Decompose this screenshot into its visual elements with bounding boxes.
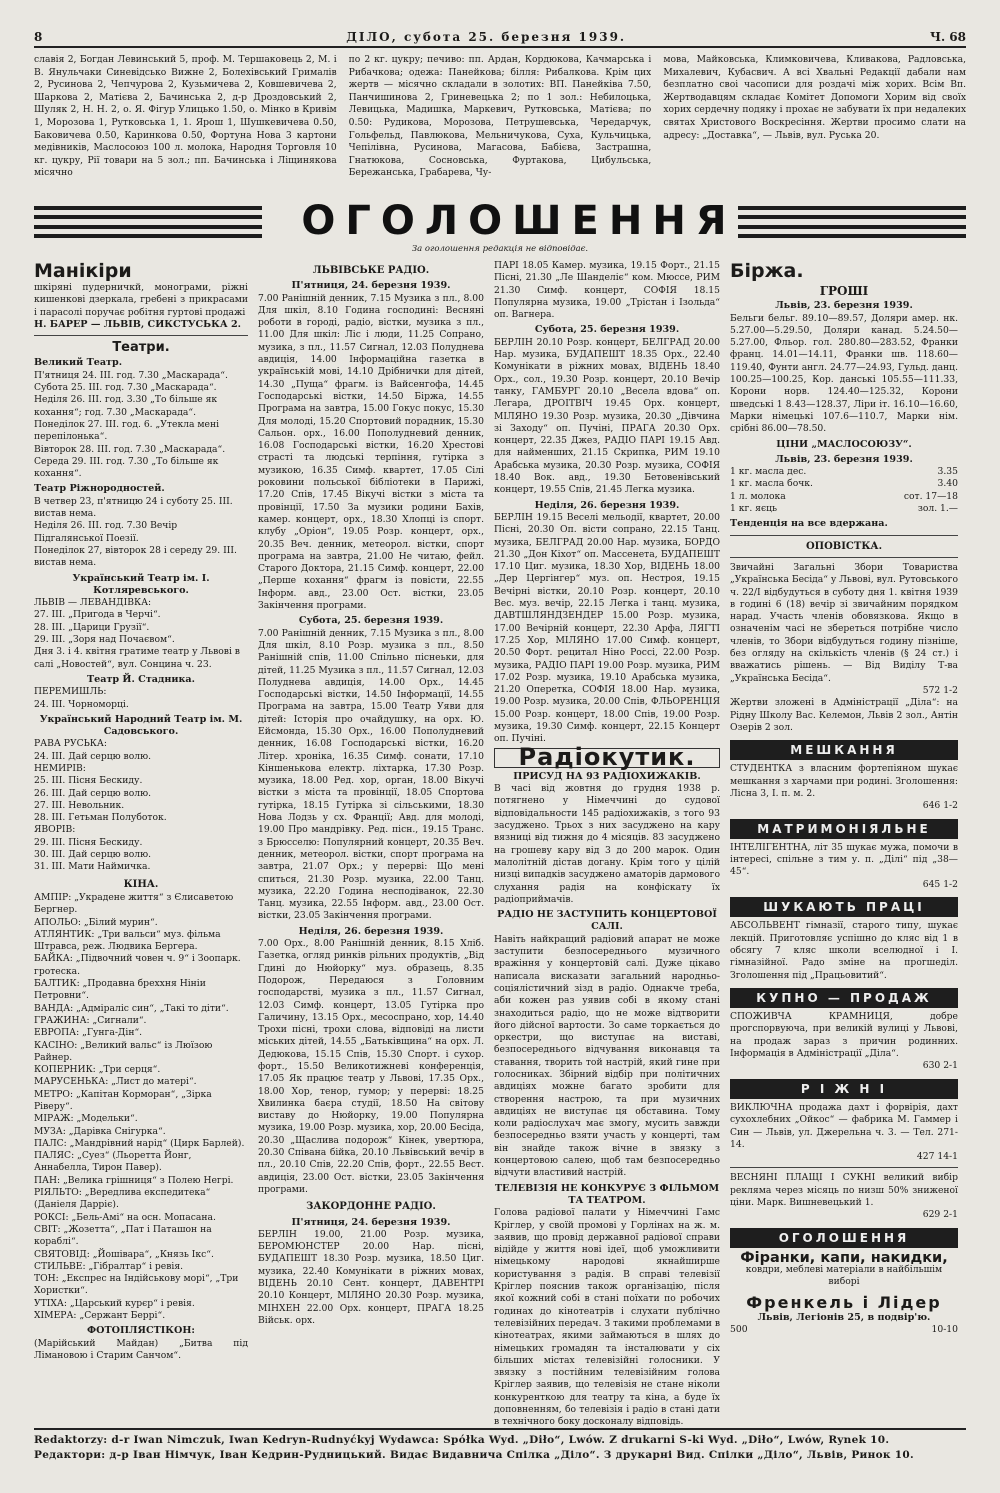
cinema-entry: ПАЛЯС: „Суез“ (Льоретта Йонг, Аннабелла, Тирон Павер). [34, 1150, 192, 1174]
cinema-entry: АТЛЯНТИК: „Три вальси“ муз. фільма Штравса, реж. Людвика Бергера. [34, 928, 221, 953]
cinema-entry: АПОЛЬО: „Білий мурин“. [34, 916, 158, 928]
cinema-entry: ВАНДА: „Адміраліс син“, „Такі то діти“. [34, 1002, 229, 1014]
ad-number: 500 [730, 1324, 748, 1336]
exchange-title: Біржа. [730, 260, 804, 282]
lviv-radio-title: ЛЬВІВСЬКЕ РАДІО. [312, 265, 430, 276]
classified-heading: КУПНО — ПРОДАЖ [730, 988, 958, 1008]
schedule-entry: Понеділок 27. ІІІ. год. 6. „Утекла мені перепілонька“. [34, 418, 220, 443]
theatre-schedule [34, 775, 248, 824]
theatre-name: Український Народний Театр ім. М. Садовського. [39, 713, 243, 738]
cinema-entry: ПАН: „Велика грішниця“ з Полею Негрі. [34, 1174, 234, 1186]
price-item: 1 кг. яєць [730, 503, 778, 515]
cinema-entry: УТІХА: „Царський курєр“ і ревія. [34, 1297, 195, 1309]
notice-text: Звичайні Загальні Збори Товариства „Українська Бесіда“ у Львові, вул. Рутовського ч. 22/І відбудуться в суботу дня 1. квітня 1939 в годині 6 (18) вечір зі звичайним порядком нарад. Участь членів обовязкова. Якщо в означенім часі не збереться потрібне число членів, то Збори відбудуться годину пізніше, без огляду на скількість членів (§ 24 ст.) і вважатись рішень. — Від Виділу Т-ва „Українська Бесіда“. [730, 561, 958, 684]
column-classifieds [730, 260, 958, 1429]
theatre-schedule [34, 837, 248, 874]
radio-program: 7.00 Ранішній денник, 7.15 Музика з пл., 8.00 Для шкіл, 8.10 Година господині: Весняні роботи в городі, радіо, вістки, музика з пл., 11.00 Для шкіл: Ліс і люди, 11.25 Сопрано, музика, з пл., 11.57 Сигнал, 12.03 Полуднева авдиція, 14.00 Інформаційна газетка в українській мові, 14.10 Дрібнички для дітей, 14.30 „Пуща“ фрагм. із Вайсенгофа, 14.45 Господарські вістки, 14.50 Біржа, 14.55 Програма на завтра, 15.00 Гокус покус, 15.30 Для молоді, 15.20 Спортовий порадник, 15.30 Сальон. орх., 16.00 Пополудневий денник, 16.08 Господарські вістки, 16.20 Хрестові страсті та людські терпіння, гутірка з музикою, 16.35 Симф. квартет, 17.05 Сілі роковини польської бібліотеки в Парижі, 17.20 Спів, 17.45 Вікучі вістки з міста та провінції, 17.50 За музики родини Бахів, камер. концерт, орх., 18.30 Хлопці із спорт. клубу „Оріон“, 19.05 Розр. концерт, орх., 20.35 Веч. денник, метеорол. вістки, спорт програма на завтра, 21.00 Не читаю, фейл. Старого Доктора, 21.15 Симф. концерт, 22.00 „Перше кохання“ фрагм із повісти, 22.55 Інформ. авд., 23.00 Ост. вістки, 23.05 Закінчення програми. [258, 292, 484, 612]
price-row [730, 491, 958, 503]
theatre-name: Театр Ріжнородностей. [34, 483, 165, 495]
cinema-entry: ЕВРОПА: „Гунга-Дін“. [34, 1027, 143, 1039]
cinema-entry: АМПІР: „Украдене життя“ з Єлисаветою Бергнер. [34, 891, 234, 916]
imprint-latin: Redaktorzy: d-r Iwan Nimczuk, Iwan Kedryn-Rudnyćkyj Wydawca: Spółka Wyd. „Diło“, Lwów. Z drukarni S-ki Wyd. „Diło“, Lwów, Rynek 10. [34, 1434, 890, 1446]
foreign-radio-title: ЗАКОРДОННЕ РАДІО. [306, 1201, 436, 1213]
fotoplasticon-title: ФОТОПЛЯСТІКОН: [87, 1325, 195, 1337]
imprint-cyrillic: Редактори: д-р Іван Німчук, Іван Кедрин-Рудницький. Видає Видавнича Спілка „Діло“. З друкарні Вид. Спілки „Діло“, Львів, Ринок 10. [34, 1449, 914, 1461]
radio-date: П'ятниця, 24. березня 1939. [291, 280, 451, 292]
banner-stripes-right [738, 206, 966, 238]
schedule-entry: 29. ІІІ. Пісня Бескиду. [34, 836, 143, 848]
ad-number: 10-10 [931, 1324, 958, 1336]
main-columns [34, 260, 966, 1429]
classified-number: 645 1-2 [922, 878, 958, 890]
radio-program: БЕРЛІН 19.00, 21.00 Розр. музика, БЕРОМЮНСТЕР 20.00 Нар. пісні, БУДАПЕШТ 18.30 Розр. музика, 18.50 Циг. музика, 22.40 Комунікати в ріжних мовах, ВІДЕНЬ 20.10 Сент. концерт, ДАВЕНТРІ 20.10 Концерт, МІЛЯНО 20.30 Розр. музика, МІНХЕН 22.00 Орх. концерт, ПРАГА 18.25 Військ. орх. [258, 1228, 484, 1326]
cinema-entry: СТИЛЬВЕ: „Гібралтар“ і ревія. [34, 1260, 184, 1272]
article-text: Голова радіової палати у Німеччині Гамс Кріглер, у своїй промові у Горлінах на ж. м. заявив, що провід державної радіової справи відійде у життя нові ідеї, щоб уможливити німецькому народові якнайширше користування з радія. В справі телевізії Кріглер пояснив також організацію, після якої кожний собі в стані поїхати по робочих годинах до кінотеатрів і слухати публічно телевізійних передач. З такими проблемами в кінотеатрах, якими займаються в шлях до німецьких громадян та інсталювати у сіх більших містах телевізійні голосники. У звязку з постійним телевізійним голова Кріглер заявив, що телевізія не стане ніколи конкуренткою для театру та кіна, а буде їх доповненням, бо телевізія і радіо в стані дати в технічного боку досконалу відповідь. [494, 1207, 720, 1428]
cinema-entry: КОПЕРНИК: „Три серця“. [34, 1064, 161, 1076]
price-row [730, 503, 958, 515]
cinema-entry: СВЯТОВІД: „Йошівара“, „Князь Ікс“. [34, 1248, 214, 1260]
schedule-entry: Середа 29. ІІІ. год. 7.30 „То більше як кохання“. [34, 455, 219, 480]
classified-heading: МАТРИМОНІЯЛЬНЕ [730, 819, 958, 839]
schedule-entry: Субота 25. ІІІ. год. 7.30 „Маскарада“. [34, 382, 217, 394]
cinema-entry: БАЙКА: „Підвочний човен ч. 9“ і Зоопарк. гротеска. [34, 953, 241, 977]
currency-rates: Бельги бельг. 89.10—89.57, Доляри амер. нк. 5.27.00—5.29.50, Доляри канад. 5.24.50—5.27.00, Фльор. гол. 280.80—283.52, Франки франц. 14.01—14.11, Франки шв. 118.60—119.40, Фунти англ. 24.77—24.93, Гульд. данц. 100.25—100.25, Кор. данські 105.55—111.33, Корони норв. 124.40—125.32, Корони шведські 1 8.43—128.37, Ліри іт. 16.10—16.60, Марки німецькі 107.6—110.7, Марки нім. срібні 86.00—78.50. [730, 312, 958, 435]
classified-number: 629 2-1 [922, 1209, 958, 1221]
price-item: 1 кг. масла дес. [730, 466, 807, 478]
schedule-entry: Неділя 26. ІІІ. год. 3.30 „То більше як кохання“; год. 7.30 „Маскарада“. [34, 394, 218, 418]
article-headline: ТЕЛЕВІЗІЯ НЕ КОНКУРУЄ З ФІЛЬМОМ ТА ТЕАТРОМ. [494, 1182, 720, 1206]
notice-title: ОПОВІСТКА. [805, 540, 883, 552]
theatre-schedule [34, 496, 248, 570]
article-text: Навіть найкращий радіовий апарат не може заступити безпосереднього музичного вражіння у концертовій салі. Дуже цікаво написала висказати загальний народньо-соціялістичний зізд в радіо. Однакче треба, аби кожен раз уявив собі в якому стані знаходиться радіо, що не може відтворити його дійсної вартости. Зо саме торкається до оркестри, що виступає на виставі, безпосереднього відчування виконавця та ставання, творить той настрій, який гине при голосниках. Збірний відбір при політичних авдиціях можне багато зробити для створення настрою, та при музичних авдиціях не виступає ця обставина. Тому коли радіослухач має змогу, мусить завжди безпосередньо взяти участь у концерті, там він знайде також вічне в звязку з концертовою салею, щоб там безпосередньо відчути властивий настрій. [494, 933, 720, 1179]
curtains-ad-subtitle: ковдри, меблеві матеріали в найбільшім виборі [745, 1264, 943, 1288]
schedule-entry: 31. ІІІ. Мати Наймичка. [34, 861, 151, 873]
cinema-entry: ТОН: „Експрес на Індійськову морі“, „Три Хористки“. [34, 1273, 239, 1297]
column-theatres [34, 260, 248, 1429]
theatre-schedule [34, 699, 248, 711]
cinema-entry: РОКСІ: „Бель-Амі“ на осн. Мопасана. [34, 1211, 216, 1223]
cinema-entry: МІРАЖ: „Модельки“. [34, 1113, 138, 1125]
schedule-entry: Неділя 26. ІІІ. год. 7.30 Вечір Підгалянської Поезії. [34, 520, 178, 544]
theatre-schedule [34, 609, 248, 670]
price-value: зол. 1.— [917, 503, 958, 515]
schedule-entry: 27. ІІІ. „Пригода в Черчі“. [34, 609, 161, 621]
manicure-ad-text: шкіряні пудерничкй, монограми, ріжні кишенкові дзеркала, гребені з прикрасами і парасолі поручає робітня гуртові продажі [34, 282, 248, 318]
theatres-title: Театри. [112, 340, 170, 356]
theatre-city: РАВА РУСЬКА: [34, 738, 107, 750]
price-item: 1 кг. масла бочк. [730, 478, 813, 490]
radio-program: БЕРЛІН 19.15 Веселі мельодії, квартет, 20.00 Пісні, 20.30 Оп. вісти сопрано, 22.15 Танц. музика, БЕЛГРАД 20.00 Нар. музика, БОРДО 21.30 „Дон Кіхот“ оп. Массенета, БУДАПЕШТ 17.10 Циг. музика, 18.30 Хор, ВІДЕНЬ 18.00 „Дер Цергінгер“ муз. оп. Нестроя, 19.15 Вечірні вістки, 20.10 Розр. концерт, 20.10 Вес. муз. вечір, 22.15 Легка і танц. музика, ДАВТШЛЯНДЗЕНДЕР 15.00 Розр. музика, 17.00 Вечірній концерт, 22.30 Арфа, ЛЯГТІ 17.25 Хор, МІЛЯНО 17.00 Симф. концерт, 20.50 Форт. рецитал Ніно Россі, 22.00 Розр. музика, РАДІО ПАРІ 19.00 Розр. музика, РИМ 17.02 Розр. музика, 19.10 Арабська музика, 21.20 Оперетка, СОФІЯ 18.00 Нар. музика, 19.00 Розр. музика, 20.00 Спів, ФЛЬОРЕНЦІЯ 15.00 Розр. концерт, 18.00 Спів, 19.00 Розр. музика, 19.30 Симф. концерт, 22.15 Концерт оп. Пучіні. [494, 511, 720, 745]
price-value: сот. 17—18 [903, 490, 958, 502]
price-value: 3.35 [937, 466, 958, 478]
classified-number: 646 1-2 [922, 800, 958, 812]
radio-program: 7.00 Ранішній денник, 7.15 Музика з пл., 8.00 Для шкіл, 8.10 Розр. музика з пл., 8.50 Ранішній спів, 11.00 Спільно піснеьки, для дітей, 11.25 Музика з пл., 11.57 Сигнал, 12.03 Полуднева авдиція, 14.00 Орх., 14.45 Господарські вістки, 14.50 Інформації, 14.55 Програма на завтра, 15.00 Театр Уяви для дітей: Історія про очайдушку, на орх. Ю. Ейсмонда, 15.30 Орх., 16.00 Пополудневий денник, 16.08 Господарські вістки, 16.20 Літер. хроніка, 16.35 Симф. сонати, 17.10 Кіншенькова електр. ліхтарка, 17.30 Розр. музика, 18.00 Ред. хор, орган, 18.00 Вікучі вістки з міста та провінції, 18.05 Спортова гутірка, 18.15 Гутірка зі сільськими, 18.30 Нова Лодзь у сх. Франції; Авд. для молоді, 19.00 Про мандрівку. Ред. пісн., 19.15 Транс. з Брюсселю: Популярний концерт, 20.35 Веч. денник, метеорол. вістки, спорт програма на завтра, 21.07 Орх.; у перерві: Що мені спиться, 21.30 Розр. музика, 22.00 Танц. музика, 22.20 Година несподіванок, 22.30 Танц. музика, 22.55 Інформ. авд., 23.00 Ост. вістки, 23.05 Закінчення програми. [258, 627, 484, 922]
cinema-entry: ПАЛС: „Мандрівний нарід“ (Цирк Барлей). [34, 1137, 245, 1149]
price-row [730, 478, 958, 490]
donations-column-3: мова, Майковська, Климковичева, Кливакова, Радловська, Михалевич, Кубасвич. А всі Хвальні Редакції дабали нам безплатно своі часописи для роздачі між хорих. Всім Вп. Жертводавцям складає Комітет Допомоги Хорим від своїх хорих сердечну подяку і прохає не забувати їх при недалеких святах Христового Воскресіння. Жертви просимо слати на адресу: „Доставка“, — Львів, вул. Руська 20. [663, 54, 966, 141]
radio-date: П'ятниця, 24. березня 1939. [291, 1216, 451, 1228]
column-foreign-radio [494, 260, 720, 1429]
schedule-entry: В четвер 23, п'ятницю 24 і суботу 25. ІІІ. вистав нема. [34, 495, 233, 520]
radio-date: Неділя, 26. березня 1939. [534, 499, 680, 511]
schedule-entry: 25. ІІІ. Пісня Бескиду. [34, 775, 143, 787]
schedule-entry: 24. ІІІ. Дай серцю волю. [34, 750, 152, 762]
classified-text: СПОЖИВЧА КРАМНИЦЯ, добре прогспорвуюча, при великій вулиці у Львові, на продаж зараз з причин родинних. Інформація в Адміністрації „Діла“. [730, 1011, 958, 1060]
cinema-entry: БАЛТИК: „Продавна бреххня Нініи Петровни“. [34, 978, 206, 1002]
manicure-ad-title: Манікіри [34, 260, 132, 282]
donations-column-2: по 2 кг. цукру; печиво: пп. Ардан, Кордюкова, Качмарська і Рибачкова; одежа: Панейкова; білля: Рибалкова. Крім цих жертв — місячно складали в золотих: ВП. Панейківа 7.50, Панчишинова 2, Гриневецька 2; по 1 зол.: Небилоцька, Левицька, Мадишка, Маркевич, Рутковська, Матієва; по 0.50: Рудикова, Морозова, Петрушевська, Чередарчук, Гольфельд, Павлюкова, Мельничукова, Суха, Кульчицька, Чепілівна, Русинова, Магасова, Бабієва, Застрашна, Гнатюкова, Сосновська, Фуртакова, Цибульська, Бережанська, Грабарева, Чу- [348, 54, 652, 179]
price-value: 3.40 [937, 478, 958, 490]
cinemas-title: КІНА. [123, 878, 159, 890]
page-header [34, 26, 966, 48]
theatre-city: ЯВОРІВ: [34, 824, 76, 836]
cinema-list [34, 892, 248, 1322]
classified-heading: МЕШКАННЯ [730, 740, 958, 760]
article-text: В часі від жовтня до грудня 1938 р. потягнено у Німеччині до судової відповідальности 145 радіохижаків, з того 93 засуджено. Трьох з них засуджено на кару вязниці від тижня до 4 місяців. 83 засуджено на грошеву кару від 3 до 200 марок. Один малолітній дістав догану. Крім того у цілій низці випадків засуджено аматорів дармового слухання радія на конфіскату їх радіоприймачів. [494, 783, 720, 905]
theatre-schedule [34, 751, 248, 763]
price-row [730, 466, 958, 478]
price-item: 1 л. молока [730, 490, 786, 502]
column-lviv-radio [258, 260, 484, 1429]
page-number: 8 [34, 30, 43, 44]
donations-note: Жертви зложені в Адміністрації „Діла“: на Рідну Школу Вас. Келемон, Львів 2 зол., Антін Озерів 2 зол. [730, 697, 958, 733]
radio-date: Субота, 25. березня 1939. [534, 324, 680, 336]
theatre-name: Український Театр ім. І. Котляревського. [72, 572, 210, 596]
ads-banner [34, 194, 966, 258]
classified-text: ВЕСНЯНІ ПЛАЩІ І СУКНІ великий вибір рекляма через місяць по низш 50% зниженої ціни. Марк. Вишневецький 1. [730, 1172, 958, 1208]
radio-program: 7.00 Орх., 8.00 Ранішній денник, 8.15 Хліб. Газетка, огляд ринків рільних продуктів, „Від Гдині до Нюйорку“ муз. образець, 8.35 Подорож, Передаюся з Головним господарстві, музика з пл., 11.57 Сигнал, 12.03 Симф. концерт, 13.05 Гутірка про Галичину, 13.15 Орх., месоспрано, хор, 14.40 Трохи пісні, трохи слова, відповіді на листи міських дітей, 14.55 „Батьківщина“ на орх. Л. Дедюкова, 15.15 Спів, 15.30 Спорт. і сухор. форт., 15.50 Великотижневі конференція, 17.05 Як працює театр у Львові, 17.35 Орх., 18.00 Хор, тенор, гумор; у перерві: 18.25 Хвилинка баєра студії, 18.50 На світову виставу до Нюйорку, 19.00 Популярна музика, 19.00 Розр. музика, хор, 20.00 Бесіда, 20.30 „Щаслива подорож“ Кінек, увертюра, 20.30 Співана бійка, 20.10 Львівський вечір в пл., 20.10 Спів, 22.20 Спів, форт., 22.55 Вест. авдиція, 23.00 Ост. вістки, 23.05 Закінчення програми. [258, 938, 484, 1195]
schedule-entry: Дня 3. і 4. квітня гратиме театр у Львові в салі „Новостей“, вул. Сонцина ч. 23. [34, 646, 240, 670]
imprint-footer [34, 1428, 966, 1463]
article-headline: РАДІО НЕ ЗАСТУПИТЬ КОНЦЕРТОВОЇ САЛІ. [497, 909, 717, 933]
radio-date: Неділя, 26. березня 1939. [298, 925, 444, 937]
theatre-schedule [34, 370, 248, 481]
dairy-prices-list [730, 466, 958, 515]
currency-title: ГРОШІ [819, 284, 869, 298]
cinema-entry: МУЗА: „Дарівка Снігурка“. [34, 1125, 166, 1137]
classified-number: 427 14-1 [916, 1151, 958, 1163]
theatre-city: ЛЬВІВ — ЛЕВАНДІВКА: [34, 597, 152, 609]
schedule-entry: 29. ІІІ. „Зоря над Почаєвом“. [34, 634, 175, 646]
dairy-prices-title: ЦІНИ „МАСЛОСОЮЗУ“. [776, 438, 912, 450]
manicure-ad-address: Н. БАРЕР — ЛЬВІВ, СИКСТУСЬКА 2. [34, 318, 241, 330]
schedule-entry: Понеділок 27, вівторок 28 і середу 29. ІІІ. вистав нема. [34, 544, 237, 569]
schedule-entry: 26. ІІІ. Дай серцю волю. [34, 787, 152, 799]
classified-number: 630 2-1 [922, 1060, 958, 1072]
radio-corner-title: Радіокутик. [518, 742, 696, 771]
radio-date: Субота, 25. березня 1939. [298, 615, 444, 627]
curtains-ad-firm: Френкель і Лідер [746, 1292, 942, 1312]
schedule-entry: Вівторок 28. ІІІ. год. 7.30 „Маскарада“. [34, 443, 226, 455]
donations-column-1: славія 2, Богдан Левинський 5, проф. М. Тершаковець 2, М. і В. Янульчаки Синевідсько Вижне 2, Болехівський Грималів 2, Русинова 2, Чепчурова 2, Кузьмичева 2, Ковшевичева 2, Шаркова 2, Матієва 2, Бачинська 2, д-р Дроздовський 2, Шуляк 2, Н. Н. 2, о. Я. Фігур Улицько 1.50, о. Мінко в Кривім 1, Морозова 1, Рутковська 1, 1. Ярош 1, Шушкевичева 0.50, Баковичева 0.50, Каринкова 0.50, Фортуна Нова 3 картони медівників, Маслосоюз 100 л. молока, Народня Торговля 10 кг. цукру, Рії товари на 5 зол.; пп. Бачинська і Ліщинякова місячно [34, 54, 337, 179]
schedule-entry: 27. ІІІ. Невольник. [34, 799, 125, 811]
classified-text: АБСОЛЬВЕНТ гімназії, старого типу, шукає лекцій. Приготовляє успішно до кляс від 1 в обсягу 7 кляс школи вселюдної і І. гімназійної. Радо зміне на прогшеділ. Зголошення під „Працьовитий“. [730, 920, 958, 981]
article-headline: ПРИСУД НА 93 РАДІОХИЖАКІВ. [513, 770, 701, 782]
banner-title: ОГОЛОШЕННЯ [301, 198, 737, 244]
curtains-ad-title: Фіранки, капи, накидки, [740, 1249, 948, 1266]
radio-corner-box [494, 742, 720, 771]
newspaper-masthead: ДІЛО, субота 25. березня 1939. [346, 30, 627, 44]
dairy-prices-date: Львів, 23. березня 1939. [775, 453, 913, 465]
donations-section [34, 54, 966, 188]
classified-text: СТУДЕНТКА з власним фортепіяном шукає мешкання з харчами при родині. Зголошення: Лісна 3, І. п. м. 2. [730, 763, 958, 799]
banner-stripes-left [34, 206, 262, 238]
notice-number: 572 1-2 [922, 684, 958, 696]
dairy-prices-note: Тенденція на все вдержана. [730, 518, 888, 530]
classified-heading: ОГОЛОШЕННЯ [730, 1228, 958, 1248]
theatre-city: НЕМИРІВ: [34, 762, 86, 774]
classified-text: ІНТЕЛІГЕНТНА, літ 35 шукає мужа, помочи в інтересі, спільне з тим у. п. „Ділі“ під „38—45“. [730, 841, 958, 878]
curtains-ad-address: Львів, Легіонів 25, в подвір'ю. [757, 1312, 931, 1324]
schedule-entry: П'ятниця 24. ІІІ. год. 7.30 „Маскарада“. [34, 369, 228, 381]
fotoplasticon-text: (Марійський Майдан) „Битва під Лімановою і Старим Санчом“. [34, 1337, 248, 1361]
cinema-entry: СВІТ: „Жозетта“, „Пат і Паташон на кораблі“. [34, 1223, 212, 1248]
classified-heading: ШУКАЮТЬ ПРАЦІ [730, 897, 958, 917]
cinema-entry: ХІМЕРА: „Сержант Беррі“. [34, 1310, 166, 1322]
radio-program: ПАРІ 18.05 Камер. музика, 19.15 Форт., 21.15 Пісні, 21.30 „Ле Шанделіє“ ком. Мюссе, РИМ 21.30 Симф. концерт, СОФІЯ 18.15 Популярна музика, 19.00 „Трістан і Ізольда“ оп. Вагнера. [494, 260, 720, 321]
issue-number: Ч. 68 [929, 30, 966, 44]
classified-heading: Р І Ж Н І [730, 1079, 958, 1099]
cinema-entry: РІЯЛЬТО: „Вередлива експедитекa“ (Даніеля Дарріє). [34, 1187, 211, 1211]
theatre-name: Великий Театр. [34, 357, 123, 369]
classified-text: ВИКЛЮЧНА продажа дахт і форвірія, дахт сухохлебних „Ойкос“ — фабрика М. Гаммер і Син — Львів, ул. Джерельна ч. 3. — Тел. 271-14. [730, 1101, 958, 1150]
cinema-entry: МЕТРО: „Капітан Корморан“, „Зірка Ріверу“. [34, 1088, 212, 1112]
theatre-name: Театр Й. Стадника. [86, 673, 195, 685]
schedule-entry: 28. ІІІ. „Царици Грузії“. [34, 621, 150, 633]
currency-date: Львів, 23. березня 1939. [775, 300, 913, 312]
theatre-city: ПЕРЕМИШЛЬ: [34, 686, 107, 698]
radio-program: БЕРЛІН 20.10 Розр. концерт, БЕЛГРАД 20.00 Нар. музика, БУДАПЕШТ 18.35 Орх., 22.40 Комунікати в ріжних мовах, ВІДЕНЬ 18.40 Орх., сол., 19.30 Розр. концерт, 20.10 Вечір танку, ГАМБУРГ 20.10 „Весела вдова“ оп. Легара, ДРОІТВІЧ 19.45 Орх. концерт, МІЛЯНО 19.30 Розр. музика, 20.30 „Дівчина зі Заходу“ оп. Пучіні, ПРАГА 20.30 Орх. концерт, 22.35 Джез, РАДІО ПАРІ 19.15 Авд. для найменших, 21.15 Скрипка, РИМ 19.10 Арабська музика, 20.30 Розр. музика, СОФІЯ 18.40 Вок. авд., 19.30 Бетовенівський концерт, 19.55 Спів, 21.45 Легка музика. [494, 336, 720, 496]
schedule-entry: 28. ІІІ. Гетьман Полуботок. [34, 812, 167, 824]
cinema-entry: ГРАЖИНА: „Сигнали“. [34, 1014, 147, 1026]
cinema-entry: КАСІНО: „Великий вальс“ із Люїзою Райнер. [34, 1039, 213, 1063]
banner-subtitle: За оголошення редакція не відповідає. [411, 244, 589, 254]
schedule-entry: 30. ІІІ. Дай серцю волю. [34, 849, 152, 861]
schedule-entry: 24. ІІІ. Чорноморці. [34, 698, 129, 710]
cinema-entry: МАРУСЕНЬКА: „Лист до матері“. [34, 1076, 197, 1088]
